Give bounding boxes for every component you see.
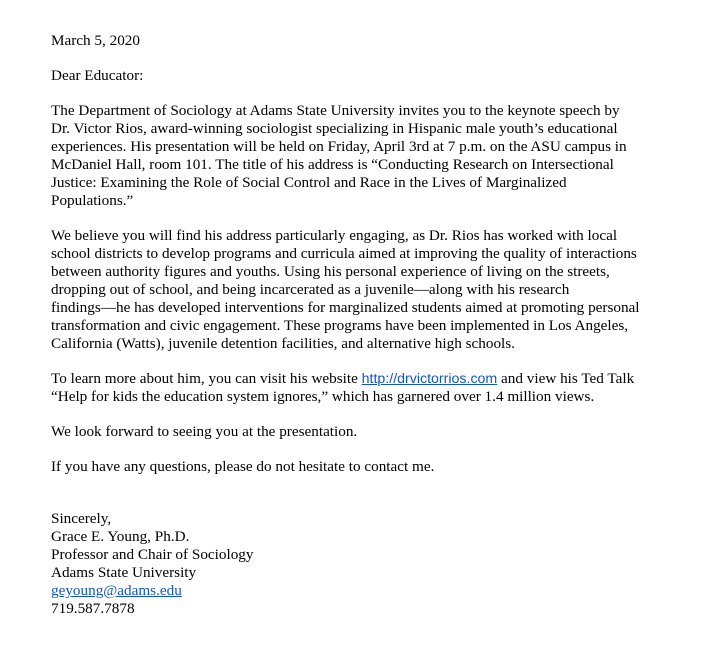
website-link[interactable]: http://drvictorrios.com — [361, 371, 498, 387]
letter-body — [51, 32, 691, 618]
paragraph-line: The Department of Sociology at Adams State University invites you to the keynote speech by — [51, 102, 620, 119]
paragraph-line: transformation and civic engagement. These programs have been implemented in Los Angeles, — [51, 317, 629, 334]
spacer — [51, 50, 691, 67]
paragraph-line: McDaniel Hall, room 101. The title of his address is “Conducting Research on Intersectional — [51, 156, 614, 173]
paragraph-line: dropping out of school, and being incarcerated as a juvenile—along with his research — [51, 281, 570, 298]
salutation: Dear Educator: — [51, 67, 144, 84]
paragraph-line: between authority figures and youths. Using his personal experience of living on the streets, — [51, 263, 610, 280]
spacer — [51, 476, 691, 510]
email-link[interactable]: geyoung@adams.edu — [51, 582, 182, 599]
paragraph-line: findings—he has developed interventions for marginalized students aimed at promoting personal — [51, 299, 640, 316]
signer-name: Grace E. Young, Ph.D. — [51, 528, 190, 545]
email-line — [51, 582, 691, 600]
spacer — [51, 441, 691, 458]
paragraph-line: California (Watts), juvenile detention facilities, and alternative high schools. — [51, 335, 515, 352]
paragraph-line: school districts to develop programs and curricula aimed at improving the quality of interactions — [51, 245, 637, 262]
spacer — [51, 406, 691, 423]
signer-phone: 719.587.7878 — [51, 600, 135, 617]
paragraph-line: experiences. His presentation will be held on Friday, April 3rd at 7 p.m. on the ASU campus in — [51, 138, 627, 155]
closing: Sincerely, — [51, 510, 112, 527]
signer-institution: Adams State University — [51, 564, 197, 581]
paragraph-engagement — [51, 227, 691, 353]
paragraph-line: Populations.” — [51, 192, 134, 209]
website-text-after: and view his Ted Talk — [497, 370, 635, 387]
spacer — [51, 85, 691, 102]
signer-title: Professor and Chair of Sociology — [51, 546, 254, 563]
paragraph-line — [51, 370, 691, 388]
paragraph-look-forward: We look forward to seeing you at the presentation. — [51, 423, 358, 440]
paragraph-website — [51, 370, 691, 406]
paragraph-line: We believe you will find his address particularly engaging, as Dr. Rios has worked with local — [51, 227, 618, 244]
paragraph-questions: If you have any questions, please do not hesitate to contact me. — [51, 458, 435, 475]
spacer — [51, 210, 691, 227]
paragraph-line: Justice: Examining the Role of Social Control and Race in the Lives of Marginalized — [51, 174, 567, 191]
paragraph-line: Dr. Victor Rios, award-winning sociologist specializing in Hispanic male youth’s educational — [51, 120, 618, 137]
letter-date: March 5, 2020 — [51, 32, 140, 49]
paragraph-line: “Help for kids the education system ignores,” which has garnered over 1.4 million views. — [51, 388, 595, 405]
signature-block — [51, 510, 691, 618]
spacer — [51, 353, 691, 370]
website-text-before: To learn more about him, you can visit his website — [51, 370, 362, 387]
paragraph-invitation — [51, 102, 691, 210]
